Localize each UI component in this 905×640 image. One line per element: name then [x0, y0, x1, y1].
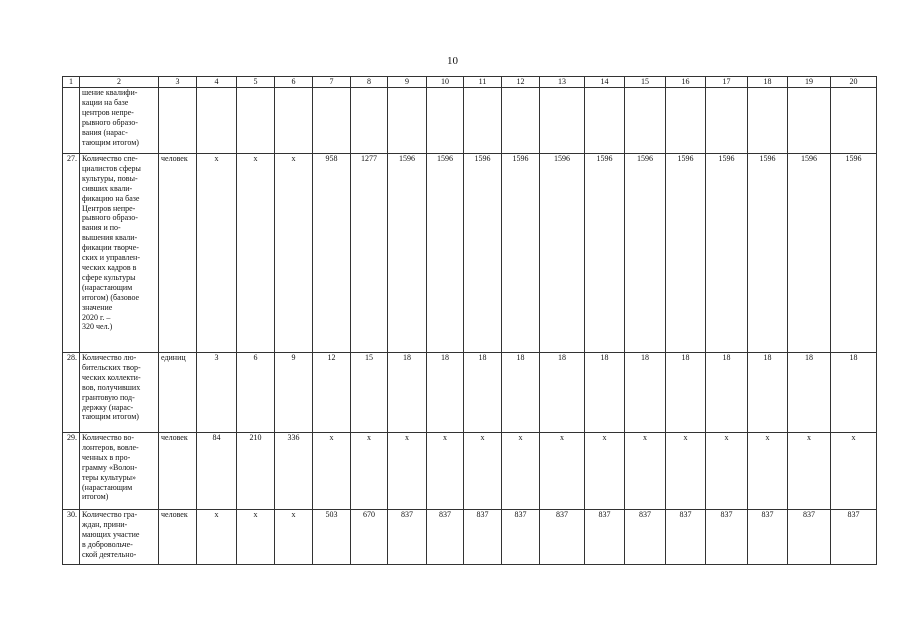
description-line: значение [82, 302, 113, 312]
description-line: фикацию на базе [82, 193, 140, 203]
value-cell: x [388, 433, 427, 510]
value-cell: 18 [427, 353, 464, 433]
value-cell [427, 88, 464, 154]
column-number: 4 [197, 77, 237, 88]
value-cell [748, 88, 788, 154]
value-cell: 837 [427, 510, 464, 565]
value-cell: 6 [237, 353, 275, 433]
value-cell [313, 88, 351, 154]
description-line: грантовую под- [82, 392, 135, 402]
description-line: вышения квали- [82, 233, 138, 243]
column-number: 13 [540, 77, 585, 88]
unit-cell [159, 88, 197, 154]
column-number: 20 [831, 77, 877, 88]
value-cell [666, 88, 706, 154]
value-cell: 1596 [788, 154, 831, 353]
description-line: в добровольче- [82, 539, 133, 549]
value-cell: 837 [388, 510, 427, 565]
value-cell: x [585, 433, 625, 510]
value-cell: x [197, 154, 237, 353]
row-number: 27. [63, 154, 80, 353]
table-row [63, 433, 877, 510]
value-cell: 336 [275, 433, 313, 510]
row-number [63, 88, 80, 154]
value-cell: 837 [706, 510, 748, 565]
value-cell: 1596 [464, 154, 502, 353]
value-cell: 837 [666, 510, 706, 565]
description-line: 320 чел.) [82, 322, 113, 332]
value-cell: 837 [748, 510, 788, 565]
value-cell: 18 [625, 353, 666, 433]
value-cell [625, 88, 666, 154]
table-row [63, 510, 877, 565]
table-row [63, 88, 877, 154]
value-cell: 18 [788, 353, 831, 433]
value-cell [464, 88, 502, 154]
value-cell: 9 [275, 353, 313, 433]
table-row [63, 353, 877, 433]
value-cell: 12 [313, 353, 351, 433]
value-cell [585, 88, 625, 154]
value-cell: x [427, 433, 464, 510]
row-number: 29. [63, 433, 80, 510]
value-cell: x [351, 433, 388, 510]
column-number: 10 [427, 77, 464, 88]
description-line: кации на базе [82, 97, 129, 107]
value-cell: x [788, 433, 831, 510]
value-cell: x [237, 510, 275, 565]
description-line: ждан, прини- [82, 519, 128, 529]
description-line: Количество во- [82, 433, 135, 442]
value-cell: 18 [666, 353, 706, 433]
value-cell: 837 [831, 510, 877, 565]
column-number: 6 [275, 77, 313, 88]
description-line: держку (нарас- [82, 402, 134, 412]
description-line: итогом) [82, 492, 109, 502]
indicator-description [80, 353, 159, 433]
column-number: 11 [464, 77, 502, 88]
description-line: Количество гра- [82, 510, 138, 519]
value-cell: 837 [502, 510, 540, 565]
value-cell: 1277 [351, 154, 388, 353]
column-number: 9 [388, 77, 427, 88]
description-line: итогом) (базовое [82, 292, 140, 302]
value-cell: 1596 [585, 154, 625, 353]
value-cell [351, 88, 388, 154]
value-cell: 1596 [540, 154, 585, 353]
value-cell: x [625, 433, 666, 510]
column-number: 19 [788, 77, 831, 88]
value-cell [237, 88, 275, 154]
column-number: 3 [159, 77, 197, 88]
description-line: (нарастающим [82, 282, 133, 292]
value-cell: 1596 [748, 154, 788, 353]
value-cell: x [313, 433, 351, 510]
description-line: сфере культуры [82, 272, 136, 282]
value-cell: 84 [197, 433, 237, 510]
description-line: тающим итогом) [82, 137, 139, 147]
description-line: рывного образо- [82, 213, 138, 223]
description-line: вания и по- [82, 223, 121, 233]
value-cell: 837 [625, 510, 666, 565]
description-line: 2020 г. – [82, 312, 111, 322]
description-line: культуры, повы- [82, 173, 138, 183]
value-cell: x [237, 154, 275, 353]
value-cell: 1596 [706, 154, 748, 353]
value-cell: x [540, 433, 585, 510]
value-cell [502, 88, 540, 154]
description-line: Количество лю- [82, 353, 137, 362]
description-line: бительских твор- [82, 362, 141, 372]
value-cell: 1596 [666, 154, 706, 353]
row-number: 28. [63, 353, 80, 433]
column-number: 7 [313, 77, 351, 88]
description-line: (нарастающим [82, 482, 133, 492]
description-line: Количество спе- [82, 154, 138, 163]
description-line: грамму «Волон- [82, 462, 138, 472]
value-cell: 837 [585, 510, 625, 565]
description-line: ческих коллекти- [82, 372, 141, 382]
value-cell [540, 88, 585, 154]
value-cell [706, 88, 748, 154]
value-cell [388, 88, 427, 154]
column-number: 12 [502, 77, 540, 88]
indicator-description [80, 154, 159, 353]
column-number: 18 [748, 77, 788, 88]
value-cell: 18 [540, 353, 585, 433]
value-cell: 15 [351, 353, 388, 433]
row-number: 30. [63, 510, 80, 565]
value-cell: 18 [831, 353, 877, 433]
description-line: ских и управлен- [82, 253, 140, 263]
value-cell: x [197, 510, 237, 565]
value-cell: 18 [706, 353, 748, 433]
table-row [63, 154, 877, 353]
description-line: ческих кадров в [82, 262, 137, 272]
value-cell: 503 [313, 510, 351, 565]
column-number: 14 [585, 77, 625, 88]
description-line: ской деятельно- [82, 549, 137, 559]
description-line: центров непре- [82, 107, 134, 117]
value-cell: x [748, 433, 788, 510]
description-line: фикации творче- [82, 243, 139, 253]
unit-cell: человек [159, 154, 197, 353]
unit-cell: человек [159, 433, 197, 510]
value-cell: x [275, 510, 313, 565]
indicators-table [62, 76, 877, 565]
unit-cell: единиц [159, 353, 197, 433]
indicator-description [80, 510, 159, 565]
column-number: 2 [80, 77, 159, 88]
value-cell: 837 [540, 510, 585, 565]
value-cell [197, 88, 237, 154]
indicator-description [80, 433, 159, 510]
value-cell: 670 [351, 510, 388, 565]
column-number: 17 [706, 77, 748, 88]
value-cell: x [706, 433, 748, 510]
value-cell: x [275, 154, 313, 353]
value-cell: 837 [464, 510, 502, 565]
value-cell: 18 [585, 353, 625, 433]
description-line: тающим итогом) [82, 412, 139, 422]
column-number: 1 [63, 77, 80, 88]
description-line: вов, получивших [82, 382, 141, 392]
value-cell [275, 88, 313, 154]
value-cell [788, 88, 831, 154]
description-line: лонтеров, вовле- [82, 442, 139, 452]
unit-cell: человек [159, 510, 197, 565]
description-line: циалистов сферы [82, 163, 141, 173]
column-number: 8 [351, 77, 388, 88]
value-cell: 1596 [625, 154, 666, 353]
value-cell: 1596 [831, 154, 877, 353]
column-number: 16 [666, 77, 706, 88]
description-line: Центров непре- [82, 203, 136, 213]
page-number: 10 [447, 55, 458, 67]
value-cell: 837 [788, 510, 831, 565]
description-line: вания (нарас- [82, 127, 128, 137]
value-cell: 1596 [502, 154, 540, 353]
value-cell: 3 [197, 353, 237, 433]
value-cell: 958 [313, 154, 351, 353]
description-line: мающих участие [82, 529, 140, 539]
value-cell: 1596 [427, 154, 464, 353]
column-number: 5 [237, 77, 275, 88]
description-line: шение квалифи- [82, 88, 138, 97]
description-line: ченных в про- [82, 452, 131, 462]
description-line: теры культуры» [82, 472, 136, 482]
value-cell: x [666, 433, 706, 510]
value-cell: x [464, 433, 502, 510]
value-cell: 18 [748, 353, 788, 433]
value-cell [831, 88, 877, 154]
value-cell: 1596 [388, 154, 427, 353]
value-cell: 18 [464, 353, 502, 433]
description-line: сивших квали- [82, 183, 133, 193]
column-number: 15 [625, 77, 666, 88]
value-cell: 210 [237, 433, 275, 510]
description-line: рывного образо- [82, 117, 138, 127]
value-cell: x [831, 433, 877, 510]
column-number-row [63, 77, 877, 88]
value-cell: x [502, 433, 540, 510]
value-cell: 18 [388, 353, 427, 433]
value-cell: 18 [502, 353, 540, 433]
indicator-description [80, 88, 159, 154]
